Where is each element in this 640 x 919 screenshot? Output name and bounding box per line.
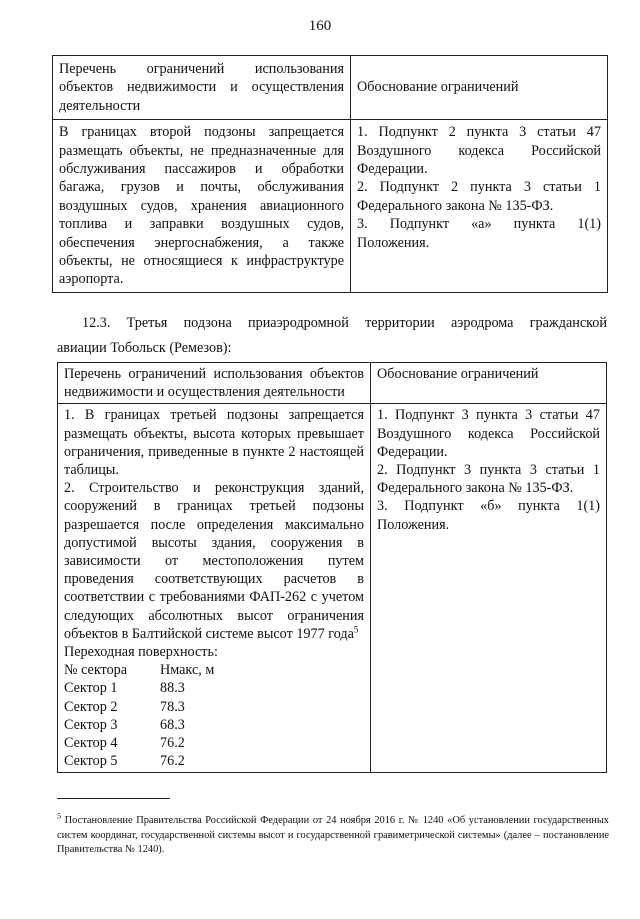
height-table-header — [64, 661, 364, 679]
restriction-item-1: 1. В границах третьей подзоны запрещается размещать объекты, высота которых превышает ограничения, приведенные в пункте 2 настоящей таблицы. — [64, 407, 364, 479]
table-header-row — [58, 363, 607, 404]
justification-cell — [351, 120, 608, 293]
page-number: 160 — [308, 18, 332, 34]
footnote-ref: 5 — [353, 624, 359, 635]
header-justification: Обоснование ограничений — [351, 56, 608, 120]
justification-item: 2. Подпункт 3 пункта 3 статьи 1 Федерального закона № 135-ФЗ. — [377, 462, 600, 497]
height-row — [64, 679, 364, 697]
sector-name: Сектор 2 — [64, 698, 118, 715]
restriction-cell — [58, 404, 371, 773]
sector-height: 68.3 — [160, 716, 185, 733]
transition-surface-label: Переходная поверхность: — [64, 644, 218, 661]
header-restrictions: Перечень ограничений использования объектов недвижимости и осуществления деятельности — [53, 56, 351, 120]
height-row — [64, 698, 364, 716]
header-restrictions: Перечень ограничений использования объектов недвижимости и осуществления деятельности — [58, 363, 371, 404]
col-sector: № сектора — [64, 662, 128, 679]
sector-name: Сектор 5 — [64, 753, 118, 770]
col-hmax: Нмакс, м — [160, 662, 215, 679]
footnote-mark: 5 — [57, 811, 61, 821]
sector-name: Сектор 1 — [64, 680, 118, 697]
restrictions-table-subzone-3 — [57, 362, 607, 773]
restriction-cell: В границах второй подзоны запрещается размещать объекты, не предназначенные для обслуживания пассажиров и обработки багажа, грузов и почты, обслуживания воздушных судов, хранения авиационного топлива и заправки воздушных судов, обеспечения энергоснабжения, а также объекты, не относящиеся к инфраструктуре аэропорта. — [53, 120, 351, 293]
footnote-divider — [57, 798, 170, 799]
sector-name: Сектор 3 — [64, 716, 118, 733]
justification-item: 2. Подпункт 2 пункта 3 статьи 1 Федерального закона № 135-ФЗ. — [357, 179, 601, 214]
height-row — [64, 752, 364, 770]
restrictions-table-subzone-2 — [52, 55, 608, 293]
restriction-item-2-text: 2. Строительство и реконструкция зданий, сооружений в границах третьей подзоны разрешается после определения максимально допустимой высоты здания, сооружения в зависимости от местоположения путем проведения соответствующих расчетов в соответствии с требованиями ФАП-262 с учетом следующих абсолютных высот ограничения объектов в Балтийской системе высот 1977 года — [64, 480, 364, 642]
sector-height: 78.3 — [160, 698, 185, 715]
justification-item: 1. Подпункт 3 пункта 3 статьи 47 Воздушного кодекса Российской Федерации. — [377, 407, 600, 460]
table-row — [58, 404, 607, 773]
justification-item: 3. Подпункт «а» пункта 1(1) Положения. — [357, 216, 601, 251]
height-row — [64, 716, 364, 734]
section-heading-cont: авиации Тобольск (Ремезов): — [57, 340, 232, 356]
height-row — [64, 734, 364, 752]
justification-item: 1. Подпункт 2 пункта 3 статьи 47 Воздушного кодекса Российской Федерации. — [357, 124, 601, 178]
footnote — [57, 811, 609, 858]
sector-height: 76.2 — [160, 735, 185, 752]
restriction-item-2 — [64, 479, 364, 643]
sector-height: 76.2 — [160, 753, 185, 770]
section-heading: 12.3. Третья подзона приаэродромной территории аэродрома гражданской — [82, 315, 607, 331]
footnote-text: Постановление Правительства Российской Федерации от 24 ноября 2016 г. № 1240 «Об установлении государственных систем координат, государственной системы высот и государственной гравиметрической системы» (далее – постановление Правительства № 1240). — [57, 815, 609, 855]
sector-height: 88.3 — [160, 680, 185, 697]
table-header-row — [53, 56, 608, 120]
header-justification: Обоснование ограничений — [371, 363, 607, 404]
justification-cell — [371, 404, 607, 773]
table-row — [53, 120, 608, 293]
justification-item: 3. Подпункт «б» пункта 1(1) Положения. — [377, 498, 600, 533]
sector-name: Сектор 4 — [64, 735, 118, 752]
height-table — [64, 661, 364, 770]
